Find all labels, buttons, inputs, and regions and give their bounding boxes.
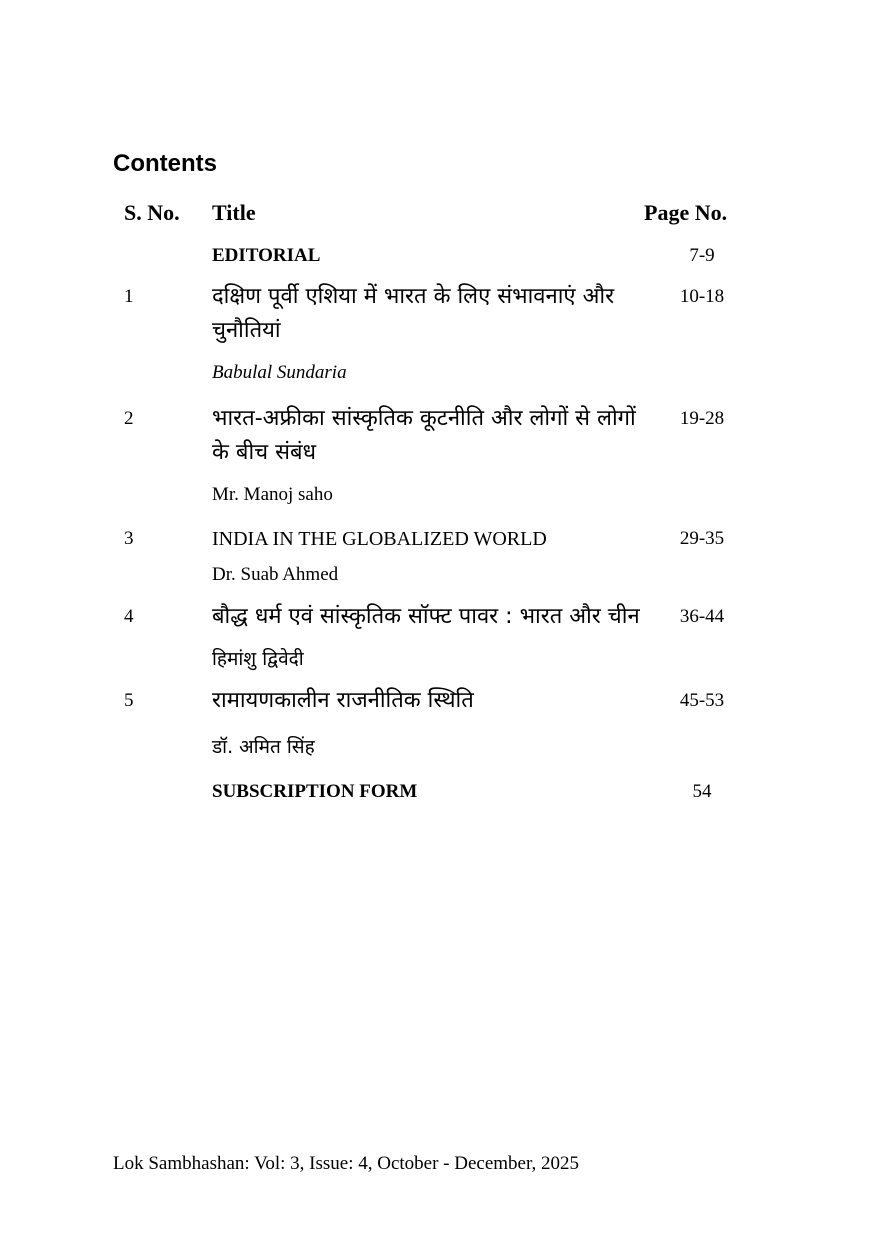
entry-author: डॉ. अमित सिंह [212,736,315,758]
column-header-sno: S. No. [124,200,180,225]
table-header [124,198,764,240]
entry-title: दक्षिण पूर्वी एशिया में भारत के लिए संभावनाएं और चुनौतियां [212,284,615,343]
column-header-page: Page No. [644,200,728,225]
page-title: Contents [113,150,217,177]
entry-number: 4 [124,606,134,627]
entry-pages: 10-18 [679,286,725,307]
editorial-pages: 7-9 [689,245,715,266]
entry-title: रामायणकालीन राजनीतिक स्थिति [212,688,474,713]
entry-number: 2 [124,408,134,429]
contents-table [124,198,764,808]
toc-entry-3 [124,522,764,556]
entry-pages: 19-28 [679,408,725,429]
entry-author: Dr. Suab Ahmed [212,564,339,585]
entry-author: Babulal Sundaria [212,362,347,383]
entry-title: भारत-अफ्रीका सांस्कृतिक कूटनीति और लोगों से लोगों के बीच संबंध [212,406,636,465]
entry-title: बौद्ध धर्म एवं सांस्कृतिक सॉफ्ट पावर : भारत और चीन [212,604,640,629]
subscription-row [124,776,764,808]
toc-entry-4 [124,600,764,634]
entry-number: 5 [124,690,134,711]
editorial-title: EDITORIAL [212,245,321,266]
toc-entry-2 [124,402,764,470]
entry-title: INDIA IN THE GLOBALIZED WORLD [212,528,547,550]
entry-pages: 36-44 [679,606,725,627]
entry-pages: 29-35 [679,528,725,549]
entry-pages: 45-53 [679,690,725,711]
toc-entry-5 [124,684,764,718]
entry-author: हिमांशु द्विवेदी [212,648,304,670]
entry-author: Mr. Manoj saho [212,484,333,505]
column-header-title: Title [212,200,256,225]
editorial-row [124,240,764,272]
toc-entry-1 [124,280,764,348]
subscription-title: SUBSCRIPTION FORM [212,781,418,802]
entry-number: 1 [124,286,134,307]
entry-number: 3 [124,528,134,549]
page-footer: Lok Sambhashan: Vol: 3, Issue: 4, October - December, 2025 [113,1153,580,1174]
subscription-pages: 54 [692,781,712,802]
